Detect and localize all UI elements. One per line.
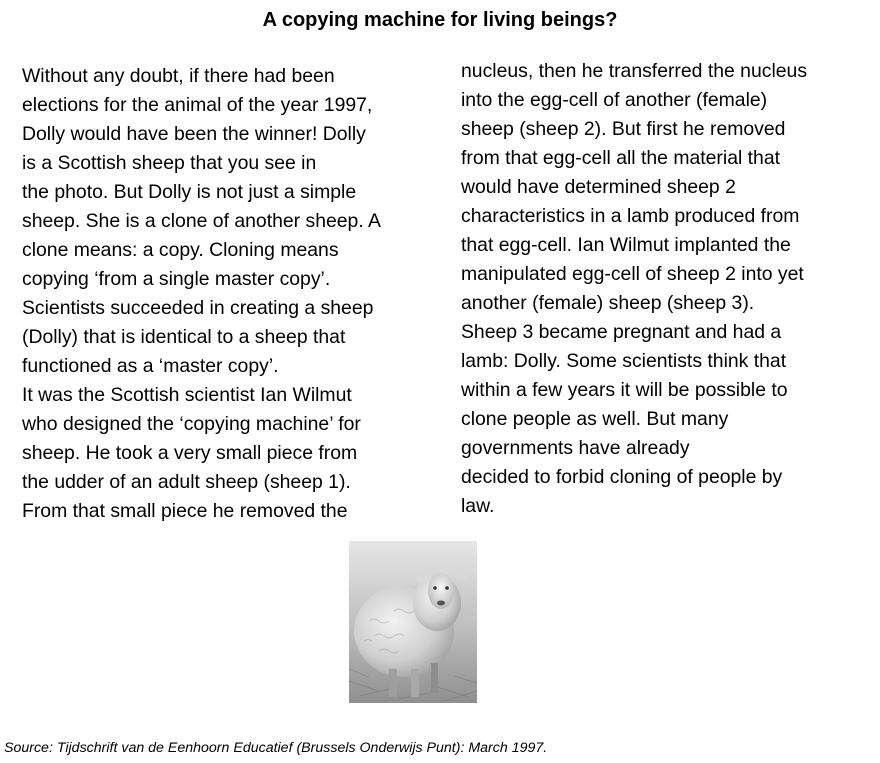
text-line: sheep. He took a very small piece from (22, 442, 358, 464)
text-line: decided to forbid cloning of people by (461, 466, 783, 488)
article-title: A copying machine for living beings? (262, 9, 618, 31)
text-line: From that small piece he removed the (22, 500, 348, 522)
text-line: lamb: Dolly. Some scientists think that (461, 350, 787, 372)
text-line: characteristics in a lamb produced from (461, 205, 800, 227)
source-citation: Source: Tijdschrift van de Eenhoorn Educatief (Brussels Onderwijs Punt): March 1997. (4, 740, 548, 756)
left-text-column (22, 62, 442, 526)
right-text-column (461, 57, 876, 521)
text-line: clone means: a copy. Cloning means (22, 239, 339, 261)
text-line: law. (461, 495, 495, 517)
text-line: within a few years it will be possible to (461, 379, 788, 401)
text-line: Without any doubt, if there had been (22, 65, 335, 87)
text-line: manipulated egg-cell of sheep 2 into yet (461, 263, 804, 285)
text-line: functioned as a ‘master copy’. (22, 355, 279, 377)
text-line: governments have already (461, 437, 690, 459)
text-line: Sheep 3 became pregnant and had a (461, 321, 782, 343)
text-line: that egg-cell. Ian Wilmut implanted the (461, 234, 791, 256)
text-line: into the egg-cell of another (female) (461, 89, 768, 111)
text-line: sheep. She is a clone of another sheep. A (22, 210, 381, 232)
text-line: copying ‘from a single master copy’. (22, 268, 331, 290)
text-line: another (female) sheep (sheep 3). (461, 292, 755, 314)
text-line: (Dolly) that is identical to a sheep that (22, 326, 346, 348)
text-line: would have determined sheep 2 (461, 176, 736, 198)
text-line: sheep (sheep 2). But first he removed (461, 118, 786, 140)
text-line: is a Scottish sheep that you see in (22, 152, 317, 174)
text-line: the photo. But Dolly is not just a simple (22, 181, 357, 203)
text-line: from that egg-cell all the material that (461, 147, 781, 169)
text-line: who designed the ‘copying machine’ for (22, 413, 361, 435)
text-line: Dolly would have been the winner! Dolly (22, 123, 366, 145)
text-line: clone people as well. But many (461, 408, 729, 430)
text-line: It was the Scottish scientist Ian Wilmut (22, 384, 352, 406)
text-line: elections for the animal of the year 1997, (22, 94, 373, 116)
text-line: nucleus, then he transferred the nucleus (461, 60, 808, 82)
text-line: the udder of an adult sheep (sheep 1). (22, 471, 351, 493)
dolly-sheep-photo (349, 541, 477, 703)
text-line: Scientists succeeded in creating a sheep (22, 297, 374, 319)
